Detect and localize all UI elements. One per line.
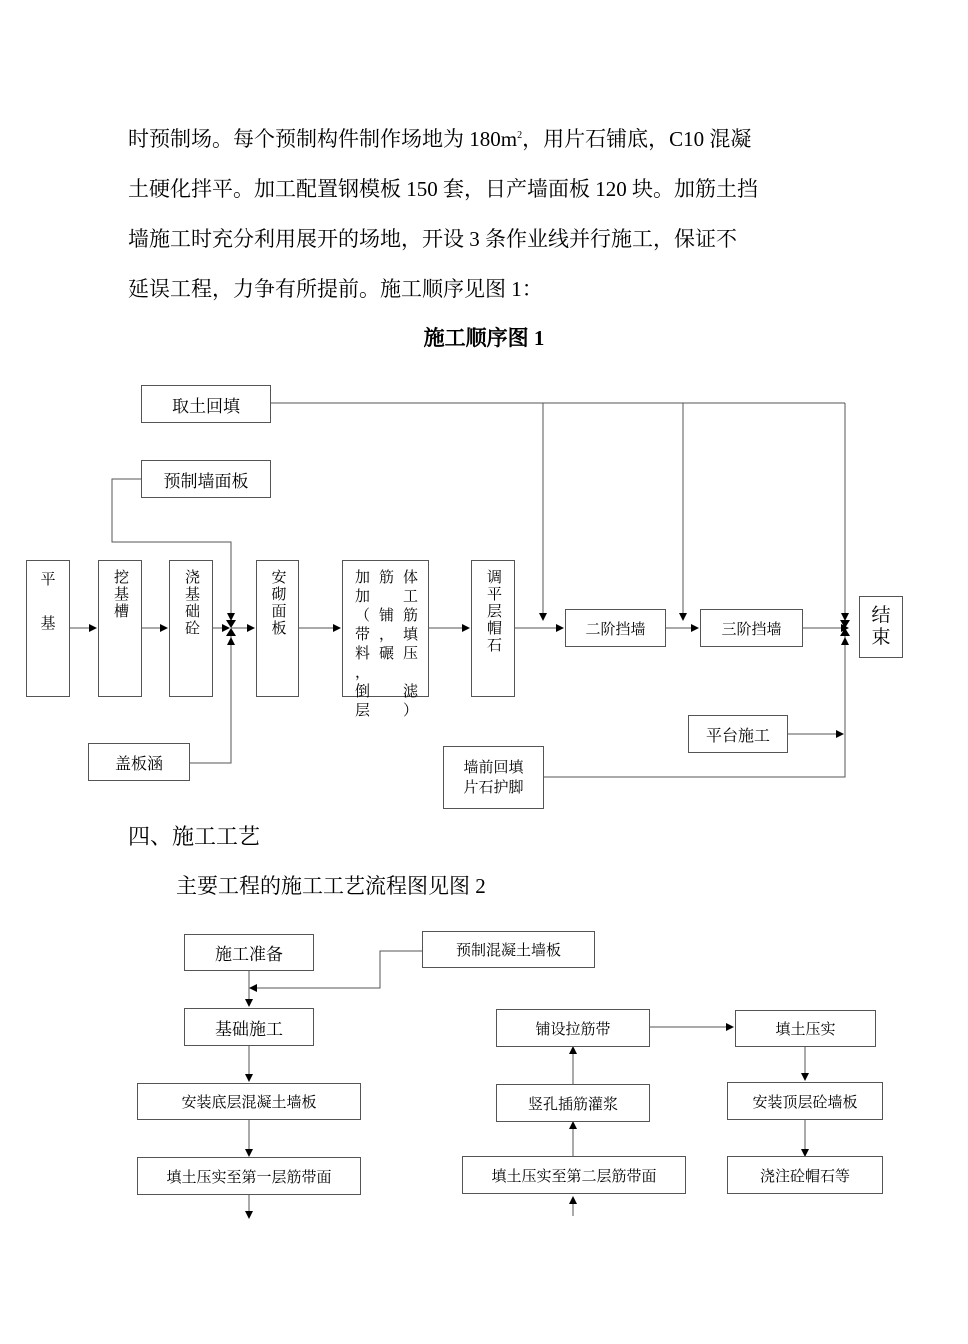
superscript: 2 [517, 130, 523, 141]
reinforced-fill-line: 带 ， 填 [355, 627, 418, 643]
box-leveling-base: 平 基 [26, 560, 70, 697]
junction-marker [226, 628, 236, 636]
box-install-bottom-panel: 安装底层混凝土墙板 [137, 1083, 361, 1120]
box-second-wall: 二阶挡墙 [565, 609, 666, 647]
box-foundation-work: 基础施工 [184, 1008, 314, 1046]
box-lay-strips: 铺设拉筋带 [496, 1009, 650, 1047]
reinforced-fill-line: 层） [355, 703, 418, 719]
junction-marker [226, 620, 236, 628]
reinforced-fill-line: 加 工 [355, 589, 418, 605]
box-earth-backfill: 取土回填 [141, 385, 271, 423]
paragraph-line-1-text-end: ，用片石铺底，C10 混凝 [522, 127, 752, 151]
box-end: 结 束 [859, 596, 903, 658]
box-pour-cap: 浇注砼帽石等 [727, 1156, 883, 1194]
paragraph-line-1-text: 时预制场。每个预制构件制作场地为 180m [128, 127, 518, 151]
box-vertical-grout: 竖孔插筋灌浆 [496, 1084, 650, 1122]
box-pour-foundation: 浇基础砼 [169, 560, 213, 697]
box-prefab-panel: 预制墙面板 [141, 460, 271, 498]
junction-marker [840, 628, 850, 636]
reinforced-fill-line: （ 铺 筋 [355, 608, 418, 624]
box-reinforced-fill [342, 560, 429, 719]
box-construction-prep: 施工准备 [184, 934, 314, 971]
section-intro: 主要工程的施工工艺流程图见图 2 [176, 874, 486, 898]
reinforced-fill-line: 加 筋 体 [355, 570, 418, 586]
box-prefab-concrete-panel: 预制混凝土墙板 [422, 931, 595, 968]
box-dig-trench: 挖基槽 [98, 560, 142, 697]
box-install-top-panel: 安装顶层砼墙板 [727, 1082, 883, 1120]
junction-marker [840, 620, 850, 628]
box-fill-compact: 填土压实 [735, 1010, 876, 1047]
box-fill-first-layer: 填土压实至第一层筋带面 [137, 1157, 361, 1195]
reinforced-fill-line: 料 碾 压 ， [355, 646, 418, 681]
box-front-backfill: 墙前回填 片石护脚 [443, 746, 544, 809]
reinforced-fill-line: 倒 滤 [355, 684, 418, 700]
figure-1-title: 施工顺序图 1 [423, 326, 545, 350]
box-culvert: 盖板涵 [88, 743, 190, 781]
section-heading: 四、施工工艺 [128, 824, 261, 849]
paragraph-line-2: 土硬化拌平。加工配置钢模板 150 套，日产墙面板 120 块。加筋土挡 [128, 177, 758, 201]
box-third-wall: 三阶挡墙 [700, 609, 803, 647]
box-install-panel: 安砌面板 [256, 560, 299, 697]
box-platform: 平台施工 [688, 715, 788, 753]
box-leveling-cap: 调平层帽石 [471, 560, 515, 697]
paragraph-line-3: 墙施工时充分利用展开的场地，开设 3 条作业线并行施工，保证不 [128, 227, 737, 251]
box-fill-second-layer: 填土压实至第二层筋带面 [462, 1156, 686, 1194]
paragraph-line-4: 延误工程，力争有所提前。施工顺序见图 1： [128, 277, 543, 301]
